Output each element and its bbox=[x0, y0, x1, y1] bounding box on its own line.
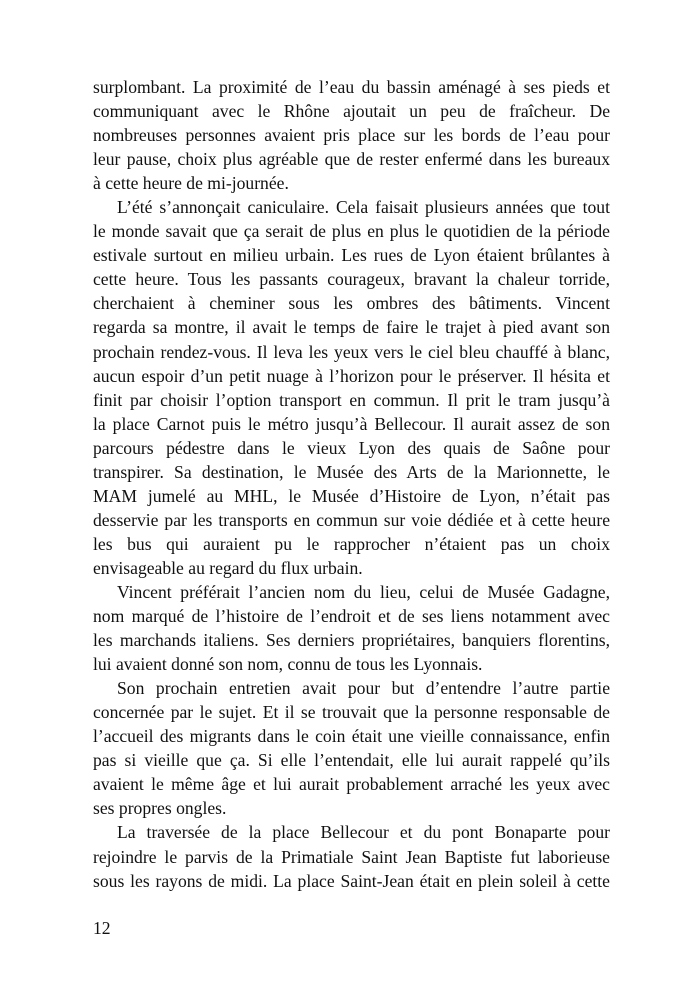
text-line: surplombant. La proximité de l’eau du bassin aménagé à ses pieds et bbox=[93, 77, 610, 97]
text-line: ses propres ongles. bbox=[93, 798, 227, 819]
text-line: La traversée de la place Bellecour et du pont Bonaparte pour bbox=[117, 822, 610, 843]
text-line: envisageable au regard du flux urbain. bbox=[93, 557, 363, 578]
text-line: rejoindre le parvis de la Primatiale Saint Jean Baptiste fut laborieuse bbox=[93, 846, 610, 867]
text-line: leur pause, choix plus agréable que de rester enfermé dans les bureaux bbox=[93, 149, 610, 170]
text-line: l’accueil des migrants dans le coin était une vieille connaissance, enfin bbox=[93, 726, 610, 747]
page-number: 12 bbox=[93, 918, 111, 938]
text-line: prochain rendez-vous. Il leva les yeux vers le ciel bleu chauffé à blanc, bbox=[93, 341, 610, 362]
text-line: transpirer. Sa destination, le Musée des Arts de la Marionnette, le bbox=[93, 461, 610, 482]
text-line: lui avaient donné son nom, connu de tous les Lyonnais. bbox=[93, 654, 483, 675]
text-line: nom marqué de l’histoire de l’endroit et de ses liens notamment avec bbox=[93, 606, 610, 627]
text-line: cherchaient à cheminer sous les ombres des bâtiments. Vincent bbox=[93, 293, 610, 314]
text-line: communiquant avec le Rhône ajoutait un peu de fraîcheur. De bbox=[93, 101, 610, 122]
paragraph bbox=[93, 676, 610, 820]
text-line: les bus qui auraient pu le rapprocher n’étaient pas un choix bbox=[93, 533, 610, 554]
text-line: regarda sa montre, il avait le temps de faire le trajet à pied avant son bbox=[93, 317, 610, 338]
text-line: la place Carnot puis le métro jusqu’à Bellecour. Il aurait assez de son bbox=[93, 413, 610, 434]
text-line: finit par choisir l’option transport en commun. Il prit le tram jusqu’à bbox=[93, 389, 610, 410]
text-line: à cette heure de mi-journée. bbox=[93, 173, 289, 194]
text-line: le monde savait que ça serait de plus en plus le quotidien de la période bbox=[93, 221, 610, 242]
paragraph bbox=[93, 580, 610, 676]
text-line: nombreuses personnes avaient pris place sur les bords de l’eau pour bbox=[93, 125, 610, 146]
paragraph bbox=[93, 195, 610, 580]
text-line: concernée par le sujet. Et il se trouvait que la personne responsable de bbox=[93, 702, 610, 723]
text-line: Vincent préférait l’ancien nom du lieu, celui de Musée Gadagne, bbox=[117, 581, 610, 602]
text-line: L’été s’annonçait caniculaire. Cela faisait plusieurs années que tout bbox=[117, 197, 610, 218]
text-line: cette heure. Tous les passants courageux, bravant la chaleur torride, bbox=[93, 269, 610, 290]
text-line: Son prochain entretien avait pour but d’entendre l’autre partie bbox=[117, 678, 610, 699]
page-body bbox=[93, 75, 610, 893]
text-line: parcours pédestre dans le vieux Lyon des quais de Saône pour bbox=[93, 437, 610, 458]
text-line: les marchands italiens. Ses derniers propriétaires, banquiers florentins, bbox=[93, 630, 610, 651]
text-line: aucun espoir d’un petit nuage à l’horizon pour le préserver. Il hésita et bbox=[93, 365, 610, 386]
text-line: MAM jumelé au MHL, le Musée d’Histoire de Lyon, n’était pas bbox=[93, 485, 610, 506]
text-line: pas si vieille que ça. Si elle l’entendait, elle lui aurait rappelé qu’ils bbox=[93, 750, 610, 771]
paragraph bbox=[93, 820, 610, 892]
text-line: sous les rayons de midi. La place Saint-Jean était en plein soleil à cette bbox=[93, 870, 610, 891]
text-line: desservie par les transports en commun sur voie dédiée et à cette heure bbox=[93, 509, 610, 530]
paragraph bbox=[93, 75, 610, 195]
text-line: avaient le même âge et lui aurait probablement arraché les yeux avec bbox=[93, 774, 610, 795]
text-line: estivale surtout en milieu urbain. Les rues de Lyon étaient brûlantes à bbox=[93, 245, 610, 266]
